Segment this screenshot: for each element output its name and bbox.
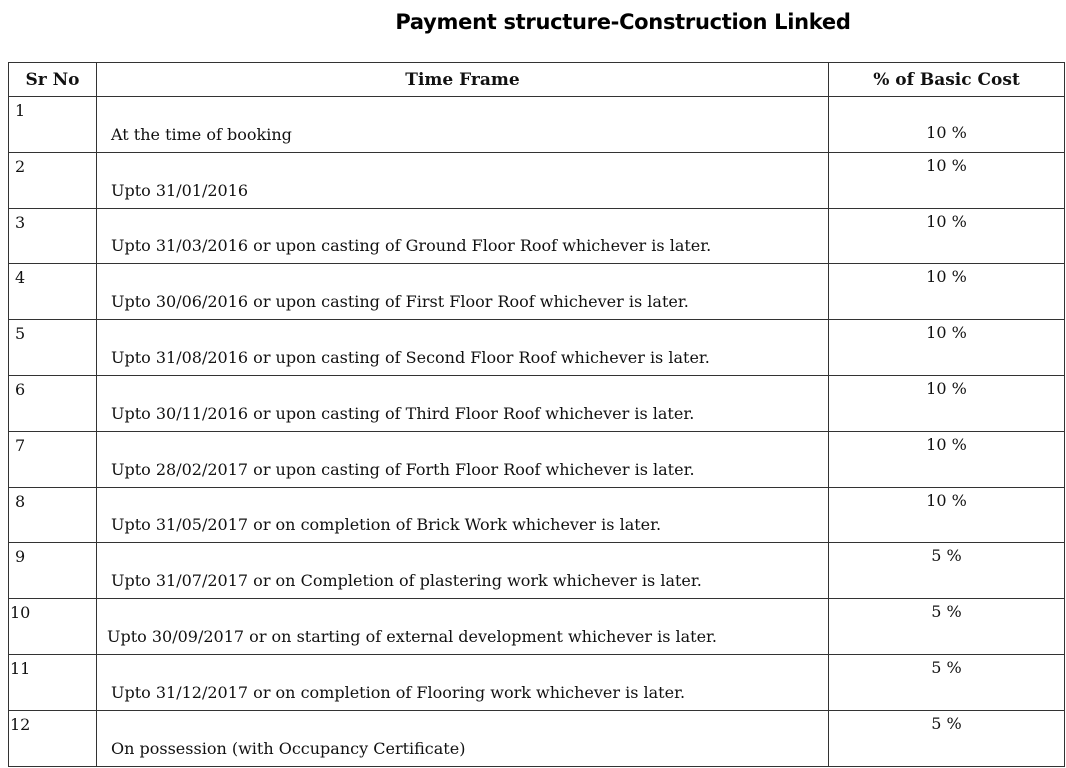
percent-cell <box>829 375 1065 431</box>
percent-value: 10 % <box>926 122 967 142</box>
sr-cell <box>9 320 97 376</box>
table-header-row <box>9 63 1065 97</box>
table-row <box>9 431 1065 487</box>
time-frame-cell <box>97 543 829 599</box>
time-frame-cell <box>97 97 829 153</box>
sr-number: 8 <box>15 491 26 511</box>
table-row <box>9 375 1065 431</box>
time-frame-text: Upto 30/06/2016 or upon casting of First Floor Roof whichever is later. <box>111 292 689 312</box>
sr-number: 6 <box>15 379 26 399</box>
percent-cell <box>829 487 1065 543</box>
table-row <box>9 152 1065 208</box>
time-frame-cell <box>97 208 829 264</box>
table-row <box>9 487 1065 543</box>
sr-number: 9 <box>15 547 26 567</box>
time-frame-text: At the time of booking <box>111 124 292 144</box>
sr-number: 2 <box>15 156 26 176</box>
table-row <box>9 710 1065 766</box>
percent-value: 10 % <box>926 211 967 231</box>
header-sr-no: Sr No <box>9 63 97 97</box>
header-percent-basic-cost: % of Basic Cost <box>829 63 1065 97</box>
percent-value: 10 % <box>926 267 967 287</box>
sr-number: 4 <box>15 268 26 288</box>
percent-cell <box>829 543 1065 599</box>
sr-number: 11 <box>10 658 31 678</box>
time-frame-cell <box>97 152 829 208</box>
table-row <box>9 97 1065 153</box>
time-frame-text: Upto 31/08/2016 or upon casting of Second Floor Roof whichever is later. <box>111 347 710 367</box>
time-frame-cell <box>97 710 829 766</box>
percent-value: 10 % <box>926 155 967 175</box>
percent-cell <box>829 264 1065 320</box>
table-row <box>9 208 1065 264</box>
sr-cell <box>9 599 97 655</box>
table-row <box>9 599 1065 655</box>
time-frame-text: Upto 31/03/2016 or upon casting of Ground Floor Roof whichever is later. <box>111 236 712 256</box>
time-frame-cell <box>97 487 829 543</box>
percent-value: 10 % <box>926 434 967 454</box>
percent-cell <box>829 599 1065 655</box>
time-frame-text: On possession (with Occupancy Certificate) <box>111 738 466 758</box>
sr-number: 5 <box>15 324 26 344</box>
percent-cell <box>829 431 1065 487</box>
sr-number: 1 <box>15 101 26 120</box>
time-frame-text: Upto 30/09/2017 or on starting of external development whichever is later. <box>107 626 718 646</box>
percent-value: 10 % <box>926 323 967 343</box>
sr-cell <box>9 710 97 766</box>
percent-value: 5 % <box>931 657 962 677</box>
table-row <box>9 654 1065 710</box>
sr-cell <box>9 487 97 543</box>
percent-cell <box>829 208 1065 264</box>
time-frame-text: Upto 31/05/2017 or on completion of Brick Work whichever is later. <box>111 515 662 535</box>
time-frame-cell <box>97 599 829 655</box>
sr-number: 10 <box>10 603 31 623</box>
sr-cell <box>9 654 97 710</box>
time-frame-text: Upto 31/07/2017 or on Completion of plastering work whichever is later. <box>111 571 702 591</box>
percent-value: 5 % <box>931 602 962 622</box>
page-title: Payment structure-Construction Linked <box>395 10 851 34</box>
percent-value: 10 % <box>926 490 967 510</box>
sr-number: 7 <box>15 435 26 455</box>
table-row <box>9 543 1065 599</box>
header-time-frame: Time Frame <box>97 63 829 97</box>
percent-cell <box>829 152 1065 208</box>
sr-cell <box>9 431 97 487</box>
sr-cell <box>9 208 97 264</box>
sr-cell <box>9 264 97 320</box>
table-row <box>9 264 1065 320</box>
percent-cell <box>829 320 1065 376</box>
percent-value: 5 % <box>931 713 962 733</box>
sr-cell <box>9 543 97 599</box>
percent-value: 5 % <box>931 546 962 566</box>
time-frame-cell <box>97 320 829 376</box>
time-frame-text: Upto 31/01/2016 <box>111 180 249 200</box>
payment-schedule-table <box>8 62 1065 767</box>
percent-cell <box>829 97 1065 153</box>
time-frame-cell <box>97 375 829 431</box>
time-frame-cell <box>97 264 829 320</box>
time-frame-cell <box>97 431 829 487</box>
time-frame-text: Upto 31/12/2017 or on completion of Flooring work whichever is later. <box>111 682 686 702</box>
sr-number: 3 <box>15 212 26 232</box>
time-frame-text: Upto 30/11/2016 or upon casting of Third Floor Roof whichever is later. <box>111 403 695 423</box>
percent-value: 10 % <box>926 378 967 398</box>
sr-cell <box>9 152 97 208</box>
percent-cell <box>829 654 1065 710</box>
sr-cell <box>9 375 97 431</box>
time-frame-cell <box>97 654 829 710</box>
time-frame-text: Upto 28/02/2017 or upon casting of Forth Floor Roof whichever is later. <box>111 459 695 479</box>
table-row <box>9 320 1065 376</box>
percent-cell <box>829 710 1065 766</box>
sr-number: 12 <box>10 714 31 734</box>
sr-cell <box>9 97 97 153</box>
